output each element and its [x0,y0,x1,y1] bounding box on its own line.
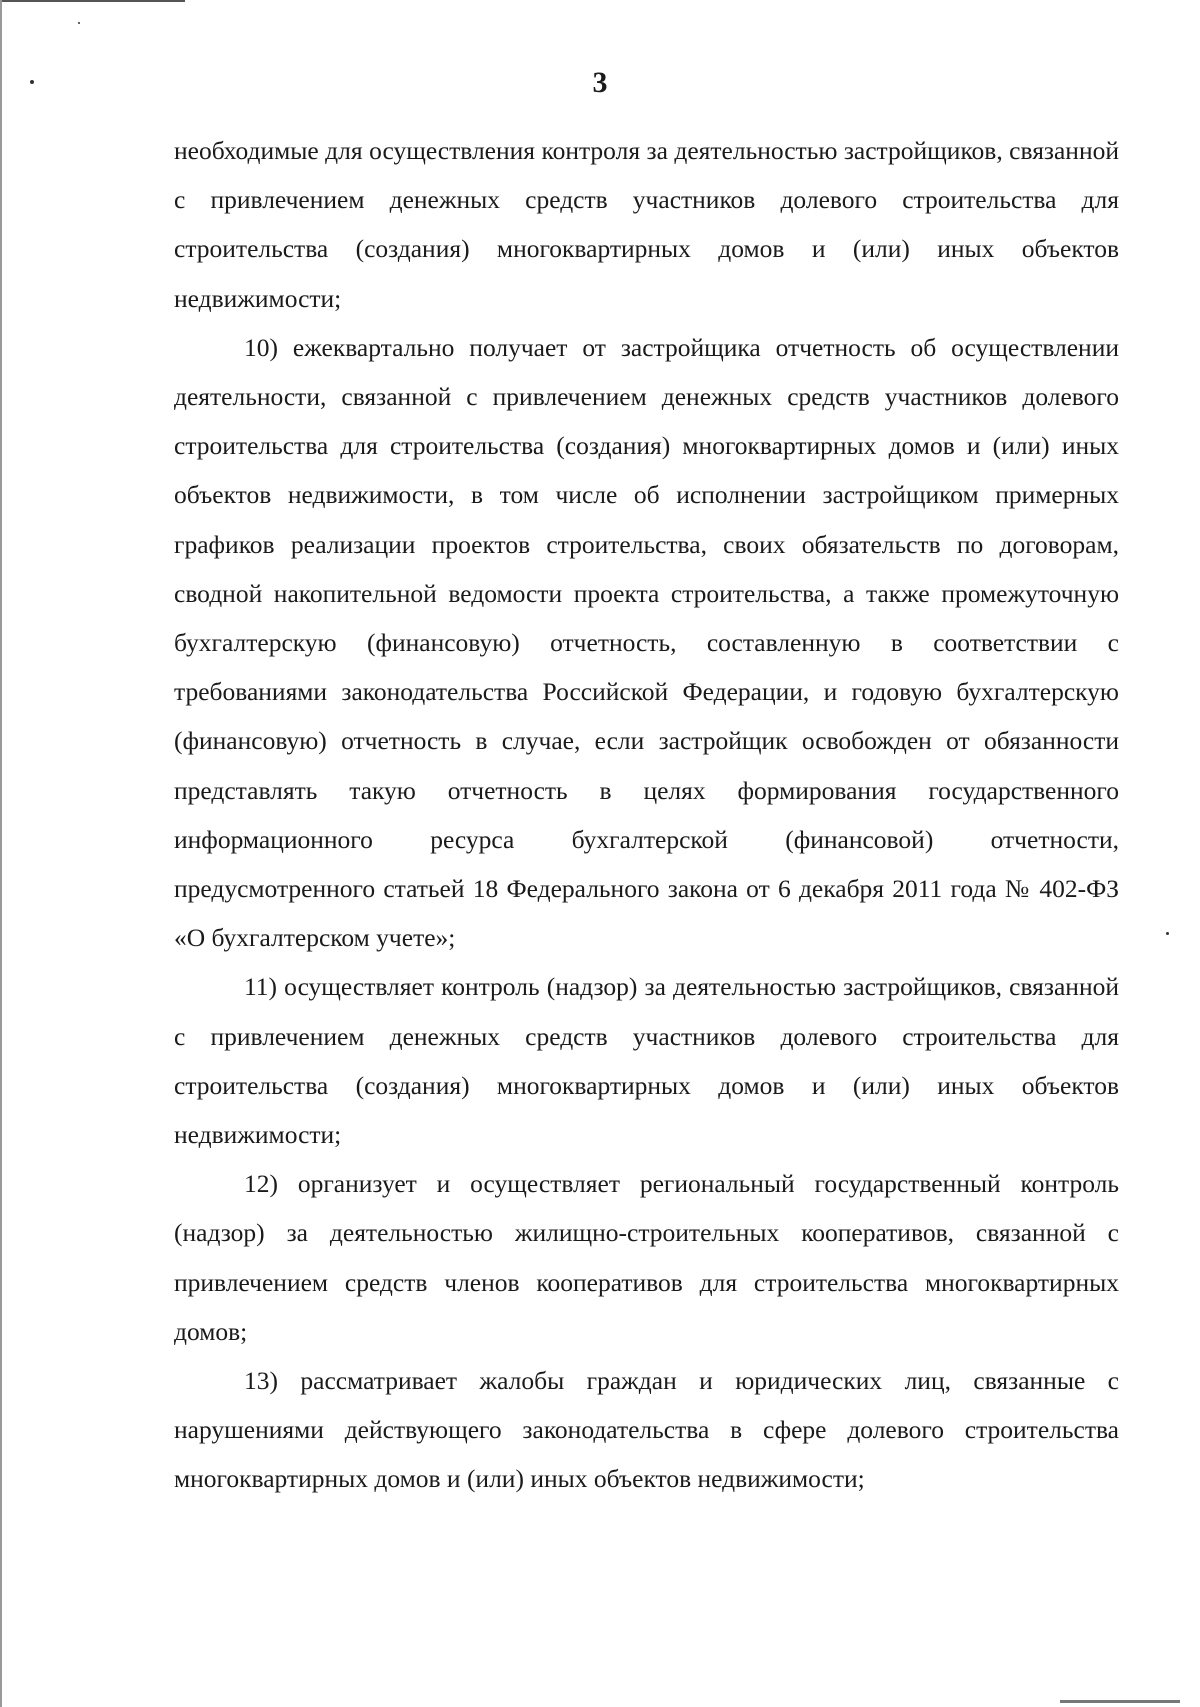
body-text [174,126,1119,1504]
page-number: 3 [592,66,608,99]
scan-edge-bottom [1060,1700,1180,1703]
paragraph-item-12: 12) организует и осуществляет региональный государственный контроль (надзор) за деятельностью жилищно-строительных кооперативов, связанной с привлечением средств членов кооперативов для строительства многоквартирных домов; [174,1169,1119,1346]
scan-speck [1166,932,1169,935]
paragraph-item-10: 10) ежеквартально получает от застройщика отчетность об осуществлении деятельности, связанной с привлечением денежных средств участников долевого строительства для строительства (создания) многоквартирных домов и (или) иных объектов недвижимости, в том числе об исполнении застройщиком примерных графиков реализации проектов строительства, своих обязательств по договорам, сводной накопительной ведомости проекта строительства, а также промежуточную бухгалтерскую (финансовую) отчетность, составленную в соответствии с требованиями законодательства Российской Федерации, и годовую бухгалтерскую (финансовую) отчетность в случае, если застройщик освобожден от обязанности представлять такую отчетность в целях формирования государственного информационного ресурса бухгалтерской (финансовой) отчетности, предусмотренного статьей 18 Федерального закона от 6 декабря 2011 года № 402-ФЗ «О бухгалтерском учете»; [174,332,1119,953]
scan-speck [78,22,80,24]
paragraph-continuation: необходимые для осуществления контроля за деятельностью застройщиков, связанной с привлечением денежных средств участников долевого строительства для строительства (создания) многоквартирных домов и (или) иных объектов недвижимости; [174,136,1119,313]
scan-edge-left [0,0,2,1707]
paragraph-item-13: 13) рассматривает жалобы граждан и юридических лиц, связанные с нарушениями действующего законодательства в сфере долевого строительства многоквартирных домов и (или) иных объектов недвижимости; [174,1366,1119,1494]
scan-edge-top [0,0,185,2]
paragraph-item-11: 11) осуществляет контроль (надзор) за деятельностью застройщиков, связанной с привлечением денежных средств участников долевого строительства для строительства (создания) многоквартирных домов и (или) иных объектов недвижимости; [174,972,1119,1150]
